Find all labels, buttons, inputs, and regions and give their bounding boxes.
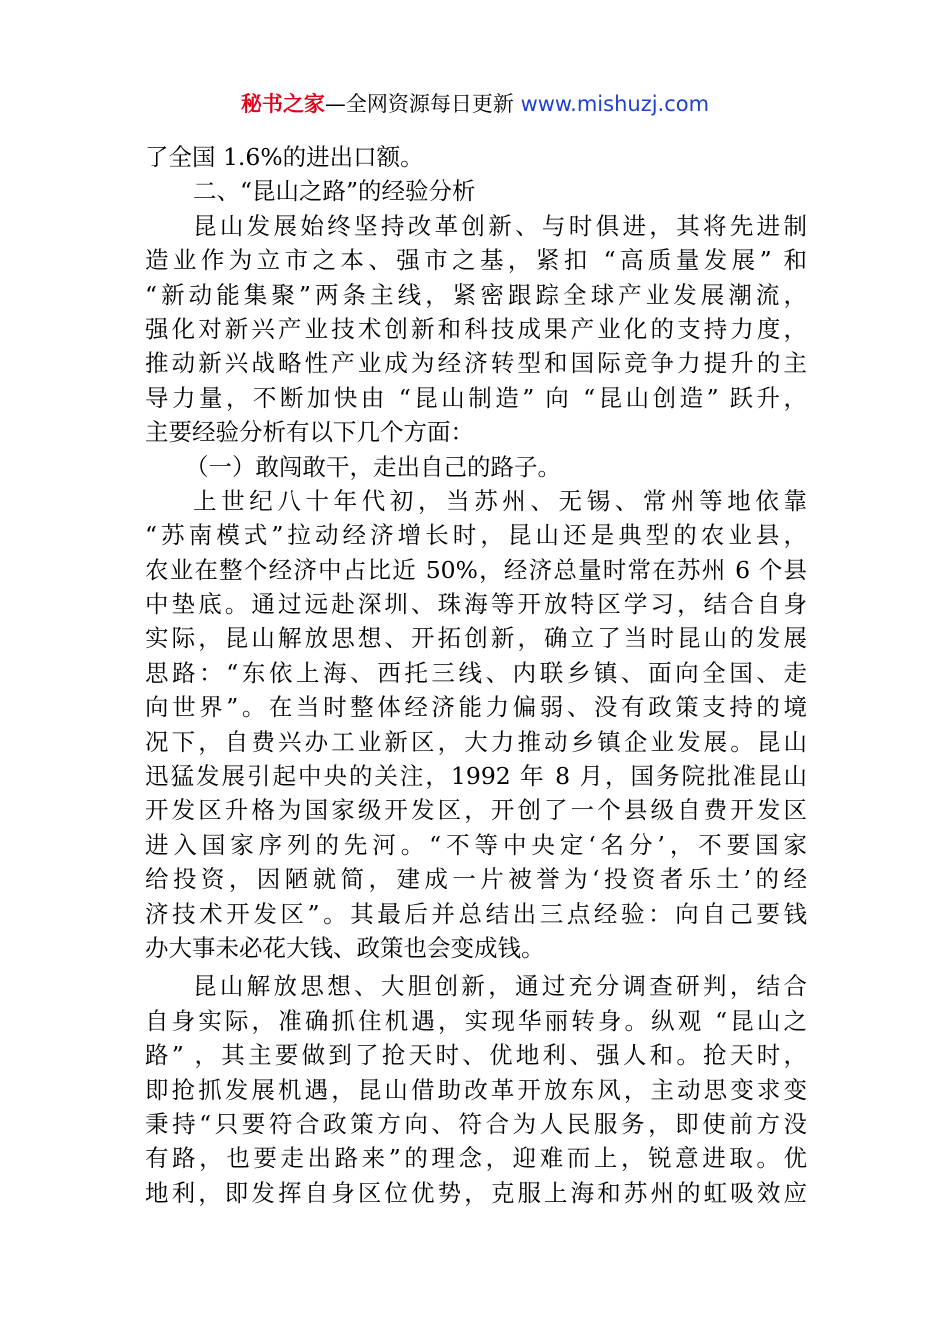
text-line: 中垫底。通过远赴深圳、珠海等开放特区学习，结合自身 bbox=[145, 590, 807, 619]
text-line: 向世界”。在当时整体经济能力偏弱、没有政策支持的境 bbox=[145, 693, 807, 722]
text-line: “新动能集聚”两条主线，紧密跟踪全球产业发展潮流， bbox=[145, 280, 807, 309]
text-line: 造业作为立市之本、强市之基，紧扣 “高质量发展” 和 bbox=[145, 246, 807, 275]
text-line: 上世纪八十年代初，当苏州、无锡、常州等地依靠 bbox=[193, 486, 807, 515]
section-heading: 二、“昆山之路”的经验分析 bbox=[193, 177, 476, 206]
text-line: 主要经验分析有以下几个方面： bbox=[145, 418, 474, 447]
text-line: “苏南模式”拉动经济增长时，昆山还是典型的农业县， bbox=[145, 521, 807, 550]
site-url-link[interactable]: www.mishuzj.com bbox=[520, 92, 710, 116]
text-line: 地利，即发挥自身区位优势，克服上海和苏州的虹吸效应 bbox=[145, 1178, 807, 1207]
text-line: 自身实际，准确抓住机遇，实现华丽转身。纵观 “昆山之 bbox=[145, 1006, 807, 1035]
text-line: 路” ，其主要做到了抢天时、优地利、强人和。抢天时， bbox=[145, 1041, 807, 1070]
site-header bbox=[0, 88, 950, 120]
text-line: 有路，也要走出路来”的理念，迎难而上，锐意进取。优 bbox=[145, 1144, 807, 1173]
text-line: 农业在整个经济中占比近 50%，经济总量时常在苏州 6 个县 bbox=[145, 555, 807, 584]
text-line: 了全国 1.6%的进出口额。 bbox=[145, 143, 424, 171]
text-line: 推动新兴战略性产业成为经济转型和国际竞争力提升的主 bbox=[145, 349, 807, 378]
site-tagline: —全网资源每日更新 bbox=[324, 92, 514, 116]
text-line: 昆山发展始终坚持改革创新、与时俱进，其将先进制 bbox=[193, 211, 807, 240]
text-line: 思路：“东依上海、西托三线、内联乡镇、面向全国、走 bbox=[145, 658, 807, 687]
document-body bbox=[145, 140, 807, 1210]
text-line: 导力量，不断加快由 “昆山制造” 向 “昆山创造” 跃升， bbox=[145, 383, 807, 412]
text-line: 强化对新兴产业技术创新和科技成果产业化的支持力度， bbox=[145, 314, 807, 343]
text-line: 昆山解放思想、大胆创新，通过充分调查研判，结合 bbox=[193, 972, 807, 1001]
text-line: 开发区升格为国家级开发区，开创了一个县级自费开发区 bbox=[145, 796, 807, 825]
text-line: 给投资，因陋就简，建成一片被誉为‘投资者乐土’的经 bbox=[145, 865, 807, 894]
text-line: 办大事未必花大钱、政策也会变成钱。 bbox=[145, 933, 545, 962]
site-brand: 秘书之家 bbox=[240, 92, 325, 116]
text-line: 即抢抓发展机遇，昆山借助改革开放东风，主动思变求变 bbox=[145, 1075, 807, 1104]
text-line: 实际，昆山解放思想、开拓创新，确立了当时昆山的发展 bbox=[145, 624, 807, 653]
subsection-heading: （一）敢闯敢干，走出自己的路子。 bbox=[185, 452, 561, 481]
text-line: 秉持“只要符合政策方向、符合为人民服务，即使前方没 bbox=[145, 1109, 807, 1138]
text-line: 济技术开发区”。其最后并总结出三点经验：向自己要钱 bbox=[145, 899, 807, 928]
text-line: 迅猛发展引起中央的关注，1992 年 8 月，国务院批准昆山 bbox=[145, 762, 807, 791]
text-line: 况下，自费兴办工业新区，大力推动乡镇企业发展。昆山 bbox=[145, 727, 807, 756]
text-line: 进入国家序列的先河。“不等中央定‘名分’，不要国家 bbox=[145, 830, 807, 859]
